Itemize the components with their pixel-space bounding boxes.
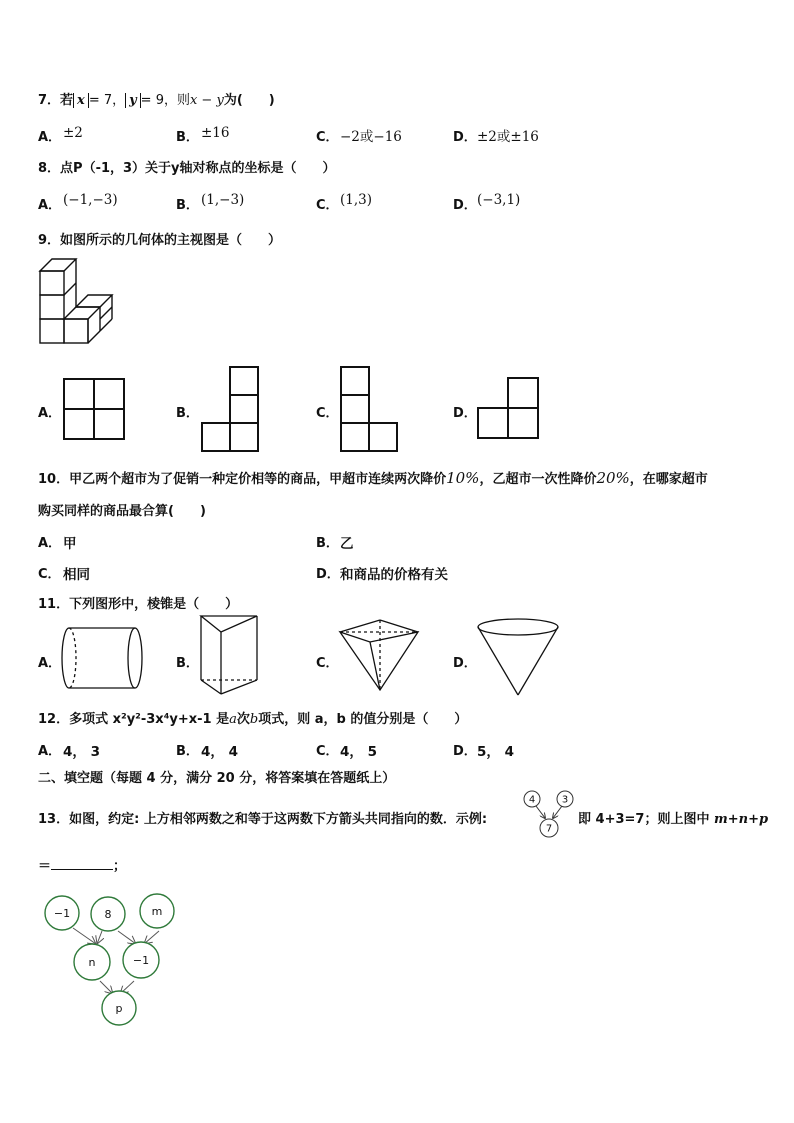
q13-stem-after: 即 4+3=7；则上图中 m+n+p [578,812,769,827]
q10-option-c-label[interactable]: C． [38,567,61,582]
q7-option-c-text: −2或−16 [340,129,402,145]
q10-pct2: 20% [596,469,630,487]
q7-option-a-label[interactable]: A． [38,130,62,145]
q10-stem-line2: 购买同样的商品最合算( ) [38,504,206,519]
q8-option-c-text: (1,3) [340,192,373,208]
q13-example-node: 4 [528,794,536,806]
q7-option-c-label[interactable]: C． [316,130,339,145]
q10-pct1: 10% [446,469,480,487]
q13-example-node: 7 [545,823,553,835]
q10-option-b-label[interactable]: B． [316,536,339,551]
q12-option-b-text: 4， 4 [201,744,238,760]
q12-option-c-label[interactable]: C． [316,744,339,759]
q8-option-d-label[interactable]: D． [453,198,477,213]
q10-option-a-label[interactable]: A． [38,536,62,551]
abs-x: x [73,93,89,108]
q13-answer-line: ＝ ； [38,859,127,874]
q11-stem: 11．下列图形中，棱锥是（ ） [38,597,239,612]
q10-option-a-text: 甲 [63,536,77,552]
q10-stem-line1: 10．甲乙两个超市为了促销一种定价相等的商品，甲超市连续两次降价10%，乙超市一次性降价20%，在哪家超市 [38,469,708,487]
q12-stem: 12．多项式 x²y²-3x⁴y+x-1 是a次b项式，则 a，b 的值分别是（ ） [38,712,468,727]
q10-option-c-text: 相同 [63,567,90,583]
q8-option-c-label[interactable]: C． [316,198,339,213]
section-title-fill-in: 二、填空题（每题 4 分，满分 20 分，将答案填在答题纸上） [38,771,396,786]
q13-expr: m+n+p [713,812,769,827]
q12-option-d-text: 5， 4 [477,744,514,760]
q12-option-a-label[interactable]: A． [38,744,62,759]
q12-option-b-label[interactable]: B． [176,744,199,759]
q9-option-c-label[interactable]: C． [316,406,339,421]
q8-option-b-text: (1,−3) [201,192,245,208]
q12-var-a: a [229,712,237,727]
q11-option-d-label[interactable]: D． [453,656,477,671]
q11-option-b-prism [199,614,261,696]
q8-option-b-label[interactable]: B． [176,198,199,213]
q8-option-d-text: (−3,1) [477,192,521,208]
q11-option-c-label[interactable]: C． [316,656,339,671]
q7-option-b-label[interactable]: B． [176,130,199,145]
q11-option-a-cylinder [60,626,144,690]
q13-tree-node: 8 [104,908,112,921]
q10-option-b-text: 乙 [340,536,354,552]
q13-answer-blank[interactable] [51,857,113,870]
q13-number-tree-diagram [40,886,190,1031]
q13-tree-node: n [88,956,96,969]
q9-option-b-label[interactable]: B． [176,406,199,421]
q8-option-a-text: (−1,−3) [63,192,118,208]
q9-stem: 9．如图所示的几何体的主视图是（ ） [38,233,282,248]
q7-stem: 7．若 x = 7， y = 9，则x − y为( ) [38,93,275,108]
q13-tree-node: p [115,1002,123,1015]
q7-option-d-text: ±2或±16 [477,129,539,145]
q7-option-a-text: ±2 [63,125,83,141]
q13-tree-node: −1 [132,954,150,967]
q12-option-a-text: 4， 3 [63,744,100,760]
q9-option-b-figure [201,366,260,452]
q13-example-node: 3 [561,794,569,806]
q13-example-diagram [520,790,576,840]
q7-option-d-label[interactable]: D． [453,130,477,145]
q7-option-b-text: ±16 [201,125,230,141]
q9-option-a-label[interactable]: A． [38,406,62,421]
q10-option-d-label[interactable]: D． [316,567,340,582]
q9-option-d-figure [477,377,540,439]
q9-option-a-figure [63,378,125,440]
q12-option-d-label[interactable]: D． [453,744,477,759]
q9-option-c-figure [340,366,399,452]
q7-expr: x − y [189,93,224,108]
q8-stem: 8．点P（-1，3）关于y轴对称点的坐标是（ ） [38,161,336,176]
q9-option-d-label[interactable]: D． [453,406,477,421]
q8-option-a-label[interactable]: A． [38,198,62,213]
abs-y: y [125,93,141,108]
q11-option-a-label[interactable]: A． [38,656,62,671]
q9-solid-figure [38,235,118,350]
q10-option-d-text: 和商品的价格有关 [340,567,448,583]
q11-option-b-label[interactable]: B． [176,656,199,671]
q11-option-c-pyramid [338,618,420,692]
q12-option-c-text: 4， 5 [340,744,377,760]
q12-var-b: b [249,712,259,727]
q13-tree-node: −1 [53,907,71,920]
q13-tree-node: m [151,905,163,918]
q13-stem: 13．如图，约定: 上方相邻两数之和等于这两数下方箭头共同指向的数．示例: [38,812,488,827]
q11-option-d-cone [476,617,560,697]
